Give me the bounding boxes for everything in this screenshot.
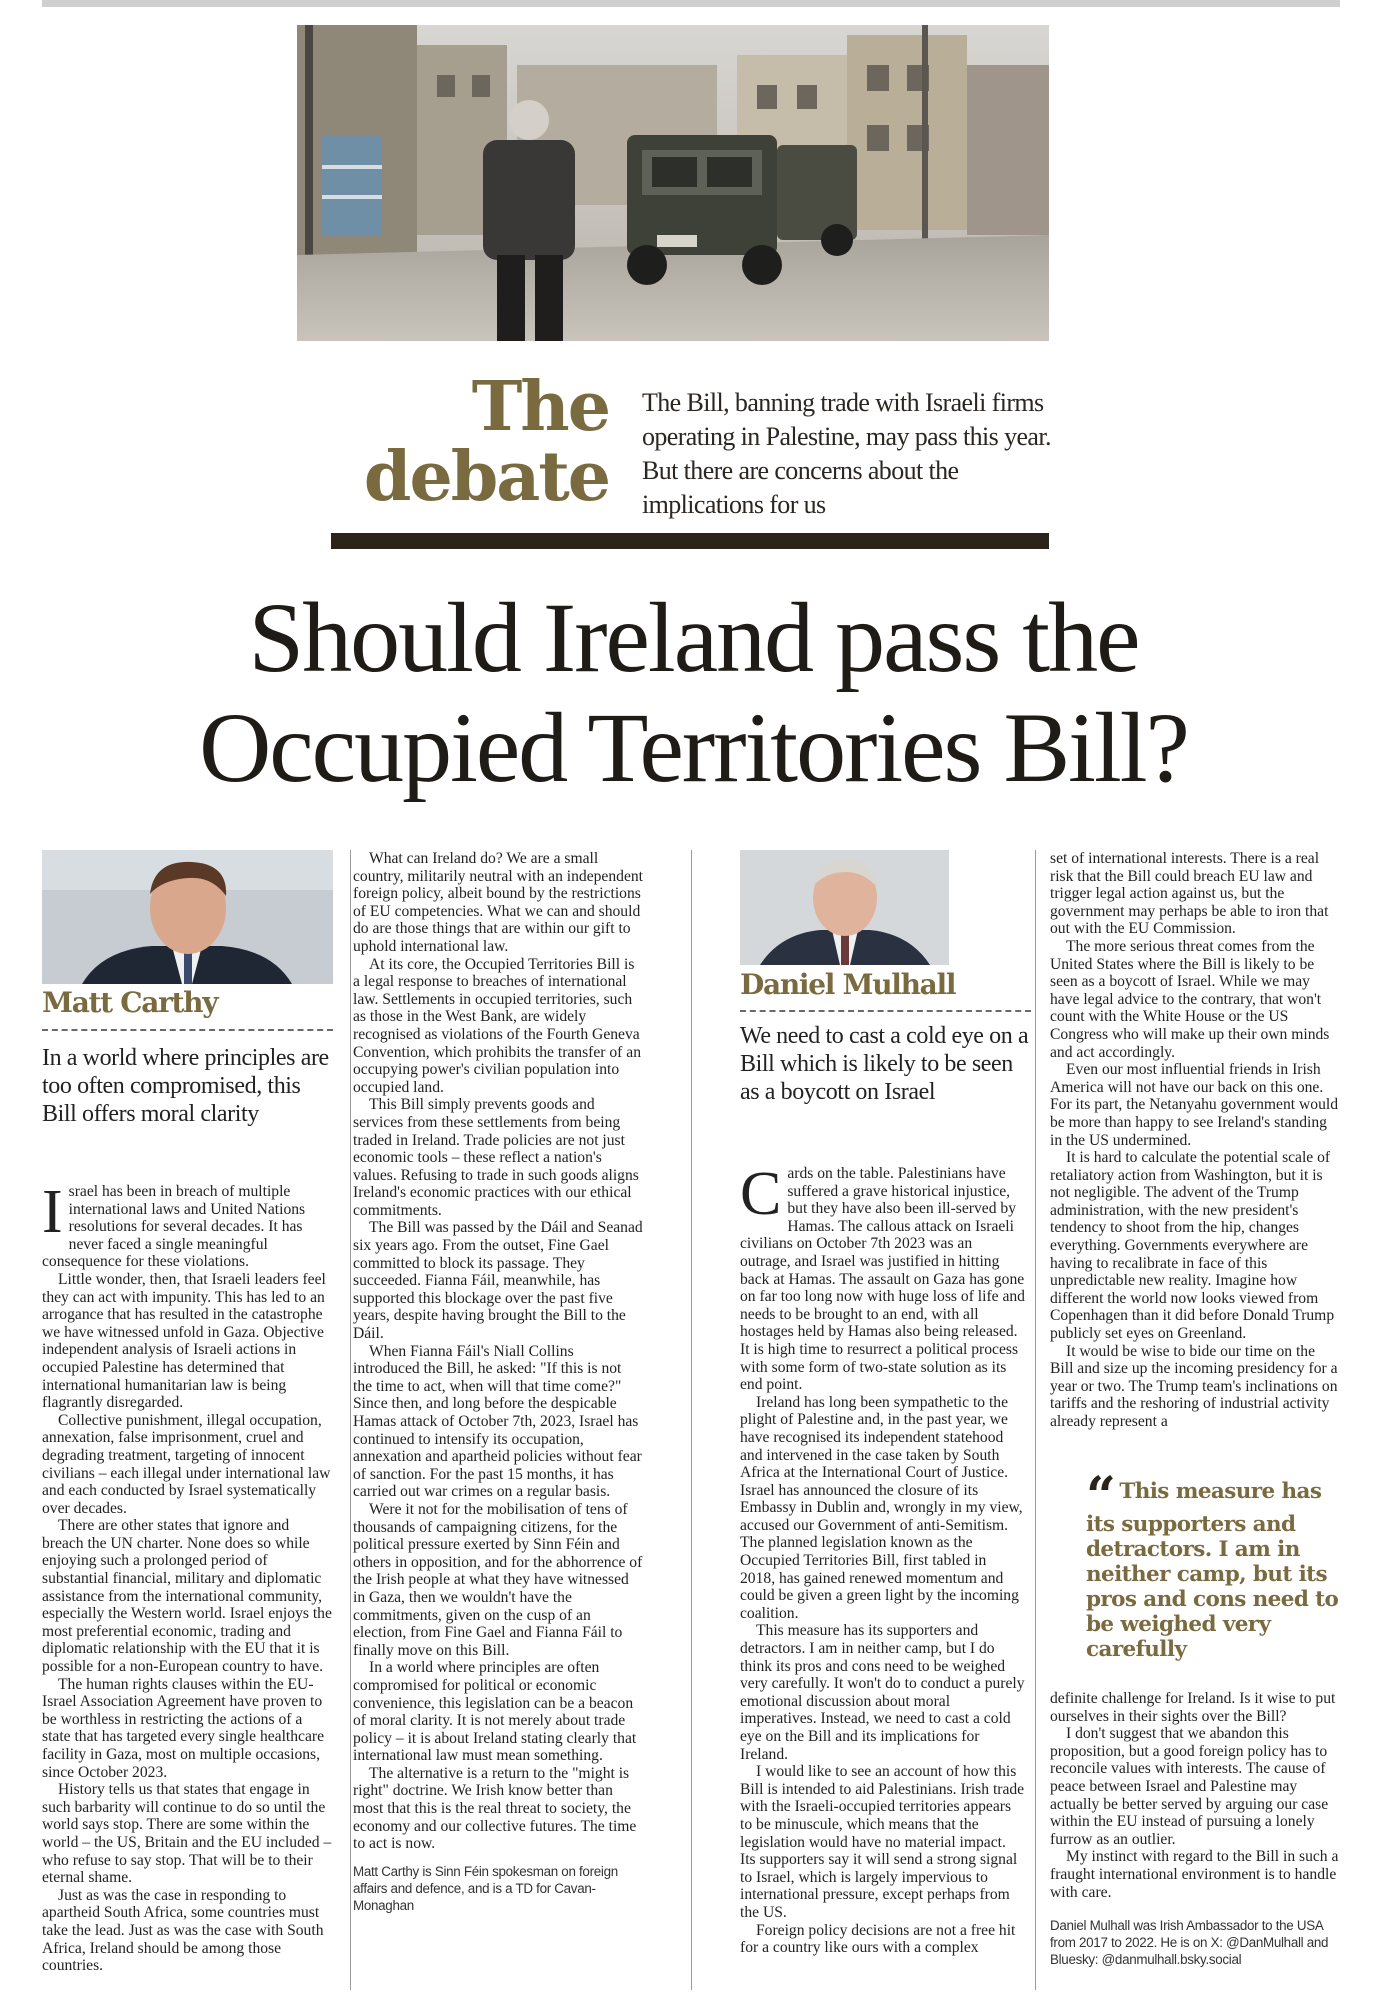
- column-divider-2: [691, 850, 692, 1990]
- drop-cap: C: [740, 1160, 782, 1228]
- article-paragraph: Israel has been in breach of multiple international laws and United Nations resolutions for several decades. It has never faced a single meaningful consequence for these violations.: [42, 1178, 306, 1271]
- article-paragraph: set of international interests. There is a real risk that the Bill could breach EU law and trigger legal action against us, but the government may perhaps be able to iron that out with the EU Commission.: [1050, 850, 1329, 938]
- article-paragraph: When Fianna Fáil's Niall Collins introduced the Bill, he asked: "If this is not the time to act, when will that time come?" Since then, and long before the despicable Hamas attack of October 7th, 2023, Israel has continued to intensify its occupation, annexation and apartheid policies without fear of sanction. For the past 15 months, it has carried out war crimes on a regular basis.: [353, 1342, 642, 1501]
- standfirst-matt-carthy: In a world where principles are too often compromised, this Bill offers moral clarity: [42, 1045, 329, 1127]
- column-divider-3: [1035, 850, 1036, 1990]
- article-paragraph: The Bill was passed by the Dáil and Seanad six years ago. From the outset, Fine Gael committed to block its passage. They succeeded. Fianna Fáil, meanwhile, has supported this blockage over the past five years, despite having brought the Bill to the Dáil.: [353, 1219, 643, 1343]
- article-column-4: [1050, 850, 1340, 1431]
- column-divider-1: [350, 850, 351, 1990]
- article-paragraph: Even our most influential friends in Irish America will not have our back on this one. For its part, the Netanyahu government would be more than happy to see Ireland's standing in the US undermined.: [1050, 1061, 1338, 1149]
- author-bio-daniel-mulhall: Daniel Mulhall was Irish Ambassador to the USA from 2017 to 2022. He is on X: @DanMulhall and Bluesky: @danmulhall.bsky.social: [1050, 1918, 1329, 1968]
- pull-quote: “ This measure has its supporters and detractors. I am in neither camp, but its pros and cons need to be weighed very carefully: [1086, 1466, 1339, 1662]
- author-bio-matt-carthy: Matt Carthy is Sinn Féin spokesman on foreign affairs and defence, and is a TD for Cavan-Monaghan: [353, 1863, 618, 1913]
- article-paragraph: I don't suggest that we abandon this proposition, but a good foreign policy has to reconcile values with interests. The cause of peace between Israel and Palestine may actually be better served by arguing our case within the EU instead of pursuing a lonely furrow as an outlier.: [1050, 1725, 1329, 1848]
- article-column-4-continued: [1050, 1690, 1340, 1968]
- standfirst-daniel-mulhall: We need to cast a cold eye on a Bill which is likely to be seen as a boycott on Israel: [740, 1023, 1029, 1105]
- article-paragraph: History tells us that states that engage in such barbarity will continue to do so until the world says stop. There are some within the world – the US, Britain and the EU included – who refuse to say stop. That will be to their eternal shame.: [42, 1781, 332, 1887]
- article-column-1: [42, 1178, 333, 1975]
- article-paragraph: What can Ireland do? We are a small country, militarily neutral with an independent foreign policy, albeit bound by the restrictions of EU competencies. What we can and should do are those things that are within our gift to uphold international law.: [353, 850, 643, 955]
- article-paragraph: The human rights clauses within the EU-Israel Association Agreement have proven to be worthless in restricting the actions of a state that has targeted every single healthcare facility in Gaza, most on multiple occasions, since October 2023.: [42, 1675, 325, 1781]
- drop-cap: I: [42, 1178, 63, 1246]
- article-paragraph: Collective punishment, illegal occupation, annexation, false imprisonment, cruel and degrading treatment, targeting of innocent civilians – each illegal under international law and each conducted by Israel systematically over decades.: [42, 1411, 331, 1517]
- article-paragraph: It is hard to calculate the potential scale of retaliatory action from Washington, but it is not negligible. The advent of the Trump administration, with the new president's tendency to shoot from the hip, changes everything. Governments everywhere are having to recalibrate in face of this unpredictable new reality. Imagine how different the world now looks viewed from Copenhagen than it did before Donald Trump publicly set eyes on Greenland.: [1050, 1149, 1335, 1343]
- article-paragraph: The alternative is a return to the "might is right" doctrine. We Irish know better than most that this is the real threat to society, the economy and our collective futures. The time to act is now.: [353, 1764, 637, 1853]
- article-paragraph: In a world where principles are often compromised for political or economic convenience, this legislation can be a beacon of moral clarity. It is not merely about trade policy – it is about Ireland stating clearly that international law must mean something.: [353, 1659, 637, 1765]
- headline-line1: Should Ireland pass the: [248, 582, 1139, 693]
- author-name-daniel-mulhall: Daniel Mulhall: [740, 968, 956, 1001]
- article-paragraph: At its core, the Occupied Territories Bill is a legal response to breaches of international law. Settlements in occupied territories, such as those in the West Bank, are widely recognised as violations of the Fourth Geneva Convention, which prohibits the transfer of an occupying power's civilian population into occupied land.: [353, 955, 641, 1096]
- article-paragraph: Were it not for the mobilisation of tens of thousands of campaigning citizens, for the political pressure exerted by Sinn Féin and others in opposition, and for the abhorrence of the Irish people at what they have witnessed in Gaza, then we wouldn't have the commitments, given on the cusp of an election, from Fine Gael and Fianna Fáil to finally move on this Bill.: [353, 1500, 643, 1659]
- article-paragraph: I would like to see an account of how this Bill is intended to aid Palestinians. Irish trade with the Israeli-occupied territories appears to be minuscule, which means that the legislation would have no material impact. Its supporters say it will send a strong signal to Israel, which is largely impervious to international pressure, except perhaps from the US.: [740, 1763, 1025, 1921]
- article-paragraph: This Bill simply prevents goods and services from these settlements from being traded in Ireland. Trade policies are not just economic tools – these reflect a nation's values. Refusing to trade in such goods aligns Ireland's economic practices with our ethical commitments.: [353, 1096, 639, 1219]
- debate-rule: [331, 533, 1049, 549]
- debate-kicker: [363, 367, 609, 517]
- author-separator: [42, 1029, 333, 1031]
- article-paragraph: The more serious threat comes from the United States where the Bill is likely to be seen as a boycott of Israel. While we may have legal advice to the contrary, that won't count with the White House or the US Congress who will make up their own minds and act accordingly.: [1050, 937, 1330, 1061]
- author-photo-matt-carthy: [42, 850, 333, 984]
- top-border: [42, 0, 1340, 7]
- article-paragraph: Little wonder, then, that Israeli leaders feel they can act with impunity. This has led to an arrogance that has resulted in the catastrophe we have witnessed unfold in Gaza. Objective independent analysis of Israeli actions in occupied Palestine has determined that international humanitarian law is being flagrantly disregarded.: [42, 1270, 326, 1412]
- article-paragraph: definite challenge for Ireland. Is it wise to put ourselves in their sights over the Bill?: [1050, 1690, 1336, 1725]
- article-paragraph: This measure has its supporters and detractors. I am in neither camp, but I do think its pros and cons need to be weighed very carefully. It won't do to conduct a purely emotional discussion about moral imperatives. Instead, we need to cast a cold eye on the Bill and its implications for Ireland.: [740, 1622, 1025, 1763]
- quote-mark-icon: “: [1086, 1466, 1116, 1527]
- debate-kicker-line2: debate: [363, 437, 609, 517]
- article-paragraph: Foreign policy decisions are not a free hit for a country like ours with a complex: [740, 1921, 1016, 1957]
- article-paragraph: Ireland has long been sympathetic to the plight of Palestine and, in the past year, we have recognised its independent statehood and intervened in the case taken by South Africa at the International Court of Justice. Israel has announced the closure of its Embassy in Dublin and, wrongly in my view, accused our Government of anti-Semitism. The planned legislation known as the Occupied Territories Bill, first tabled in 2018, has gained renewed momentum and could be given a green light by the incoming coalition.: [740, 1393, 1023, 1622]
- debate-intro: The Bill, banning trade with Israeli firms operating in Palestine, may pass this year. But there are concerns about the implications for us: [642, 388, 1051, 519]
- author-name-matt-carthy: Matt Carthy: [42, 986, 218, 1019]
- headline: [60, 583, 1327, 803]
- article-paragraph: It would be wise to bide our time on the Bill and size up the incoming presidency for a year or two. The Trump team's inclinations on tariffs and the reshoring of industrial activity already represent a: [1050, 1342, 1338, 1430]
- article-paragraph: My instinct with regard to the Bill in such a fraught international environment is to handle with care.: [1050, 1848, 1339, 1901]
- article-paragraph: There are other states that ignore and breach the UN charter. None does so while enjoying such a prolonged period of substantial financial, military and diplomatic assistance from the international community, especially the Western world. Israel enjoys the most preferential economic, trading and diplomatic relationship with the EU that it is possible for a non-European country to have.: [42, 1517, 332, 1676]
- article-column-3: [740, 1160, 1025, 1957]
- author-photo-daniel-mulhall: [740, 850, 949, 965]
- debate-kicker-line1: The: [471, 367, 609, 447]
- street-photo: [297, 25, 1049, 341]
- article-paragraph: Just as was the case in responding to apartheid South Africa, some countries must take the lead. Just as was the case with South Africa, Ireland should be among those countries.: [42, 1886, 324, 1975]
- article-column-2: [353, 850, 644, 1914]
- article-paragraph: Cards on the table. Palestinians have suffered a grave historical injustice, but they have also been ill-served by Hamas. The callous attack on Israeli civilians on October 7th 2023 was an outrage, and Israel was justified in hitting back at Hamas. The assault on Gaza has gone on far too long now with huge loss of life and needs to be brought to an end, with all hostages held by Hamas also being released. It is high time to resurrect a political process with some form of two-state solution as its end point.: [740, 1160, 1025, 1394]
- headline-line2: Occupied Territories Bill?: [199, 692, 1188, 803]
- author-separator: [740, 1010, 1031, 1012]
